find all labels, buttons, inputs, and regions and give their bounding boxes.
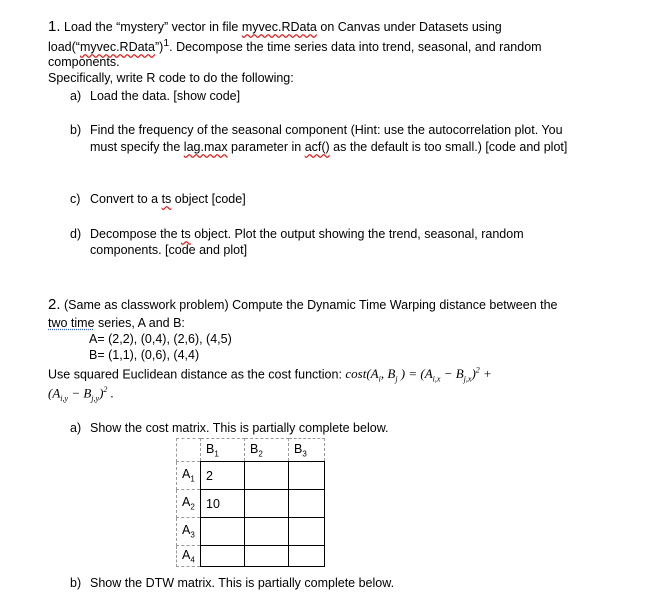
q1b-text-c: as the default is too small.) [code and plot]	[329, 140, 568, 154]
cell-a4-b3	[289, 546, 325, 567]
cost-matrix-row	[177, 546, 325, 567]
cell-a1-b3	[289, 462, 325, 490]
cell-a1-b1: 2	[201, 462, 245, 490]
cost-function-text: Use squared Euclidean distance as the cost function:	[48, 367, 346, 382]
q1-filename: myvec.RData	[241, 20, 317, 34]
cost-matrix-row	[177, 490, 325, 518]
q1b-lagmax: lag.max	[183, 140, 228, 154]
cell-a3-b2	[245, 518, 289, 546]
cell-a2-b3	[289, 490, 325, 518]
q1c-ts: ts	[161, 192, 172, 206]
series-b: B= (1,1), (0,6), (4,4)	[89, 348, 200, 362]
series-a: A= (2,2), (0,4), (2,6), (4,5)	[89, 332, 232, 346]
q1-load-call: load(“	[48, 40, 80, 55]
q1d-label: d)	[70, 227, 82, 241]
q1-load-close: ”)	[155, 40, 164, 55]
q2-line1	[48, 296, 558, 313]
q1d-ts: ts	[181, 227, 191, 241]
cost-matrix	[176, 438, 325, 567]
q1b-acf: acf()	[304, 140, 330, 154]
row-header-a1: $A_1$	[177, 462, 201, 490]
q2-two-time: two time	[48, 316, 95, 330]
cell-a2-b1: 10	[201, 490, 245, 518]
q1-line1	[48, 18, 502, 35]
q2b-label: b)	[70, 576, 82, 590]
q1-number: 1.	[48, 18, 61, 35]
q1-load-filename: myvec.RData	[79, 40, 155, 55]
cell-a3-b1	[201, 518, 245, 546]
cost-matrix-row	[177, 518, 325, 546]
q1c-text-b: object [code]	[171, 192, 246, 206]
q1a-text: Load the data. [show code]	[90, 89, 241, 103]
q1c-text	[90, 192, 246, 206]
q1b-line2	[90, 140, 567, 154]
col-header-b2: $B_2$	[245, 439, 289, 462]
cell-a3-b3	[289, 518, 325, 546]
row-header-a2: $A_2$	[177, 490, 201, 518]
q1d-line1	[90, 227, 524, 241]
cost-formula-part2: $(A_{i,y} - B_{j,y})^2$ .	[48, 385, 114, 403]
cost-matrix-corner	[177, 439, 201, 462]
q1b-text-a: must specify the	[90, 140, 184, 154]
cell-a1-b2	[245, 462, 289, 490]
footnote-mark: 1	[163, 38, 170, 49]
q1b-label: b)	[70, 123, 82, 137]
row-header-a3: $A_3$	[177, 518, 201, 546]
row-header-a4: $A_4$	[177, 546, 201, 567]
col-header-b1: $B_1$	[201, 439, 245, 462]
cell-a4-b1	[201, 546, 245, 567]
q1c-label: c)	[70, 192, 81, 206]
cost-function-line	[48, 366, 492, 384]
cost-formula-part1: $\cos t(A_i$, $B_j$ ) = $(A_{i,x} - B_{j,x})^2$ +	[345, 366, 492, 384]
q1b-text-b: parameter in	[227, 140, 305, 154]
cost-matrix-header-row	[177, 439, 325, 462]
q2-line2	[48, 316, 185, 330]
q2a-text: Show the cost matrix. This is partially complete below.	[90, 421, 389, 435]
q1b-line1: Find the frequency of the seasonal component (Hint: use the autocorrelation plot. You	[90, 123, 563, 137]
col-header-b3: $B_3$	[289, 439, 325, 462]
q1c-text-a: Convert to a	[90, 192, 162, 206]
cell-a4-b2	[245, 546, 289, 567]
q1-line4: Specifically, write R code to do the following:	[48, 71, 294, 85]
q2-text: (Same as classwork problem) Compute the Dynamic Time Warping distance between the	[64, 298, 558, 312]
q1-decompose-text: . Decompose the time series data into trend, seasonal, and random	[169, 40, 542, 55]
q1-text-b: on Canvas under Datasets using	[316, 20, 502, 34]
q2a-label: a)	[70, 421, 82, 435]
q1d-line2: components. [code and plot]	[90, 243, 248, 257]
q1-line3: components.	[48, 55, 120, 69]
q2-number: 2.	[48, 296, 61, 313]
q1a-label: a)	[70, 89, 82, 103]
q2-series-text: series, A and B:	[94, 316, 185, 330]
q1d-text-b: object. Plot the output showing the trend, seasonal, random	[190, 227, 524, 241]
q1-line2	[48, 38, 542, 54]
q2b-text: Show the DTW matrix. This is partially complete below.	[90, 576, 395, 590]
q1d-text-a: Decompose the	[90, 227, 182, 241]
cell-a2-b2	[245, 490, 289, 518]
q1-text-a: Load the “mystery” vector in file	[64, 20, 242, 34]
cost-matrix-row	[177, 462, 325, 490]
